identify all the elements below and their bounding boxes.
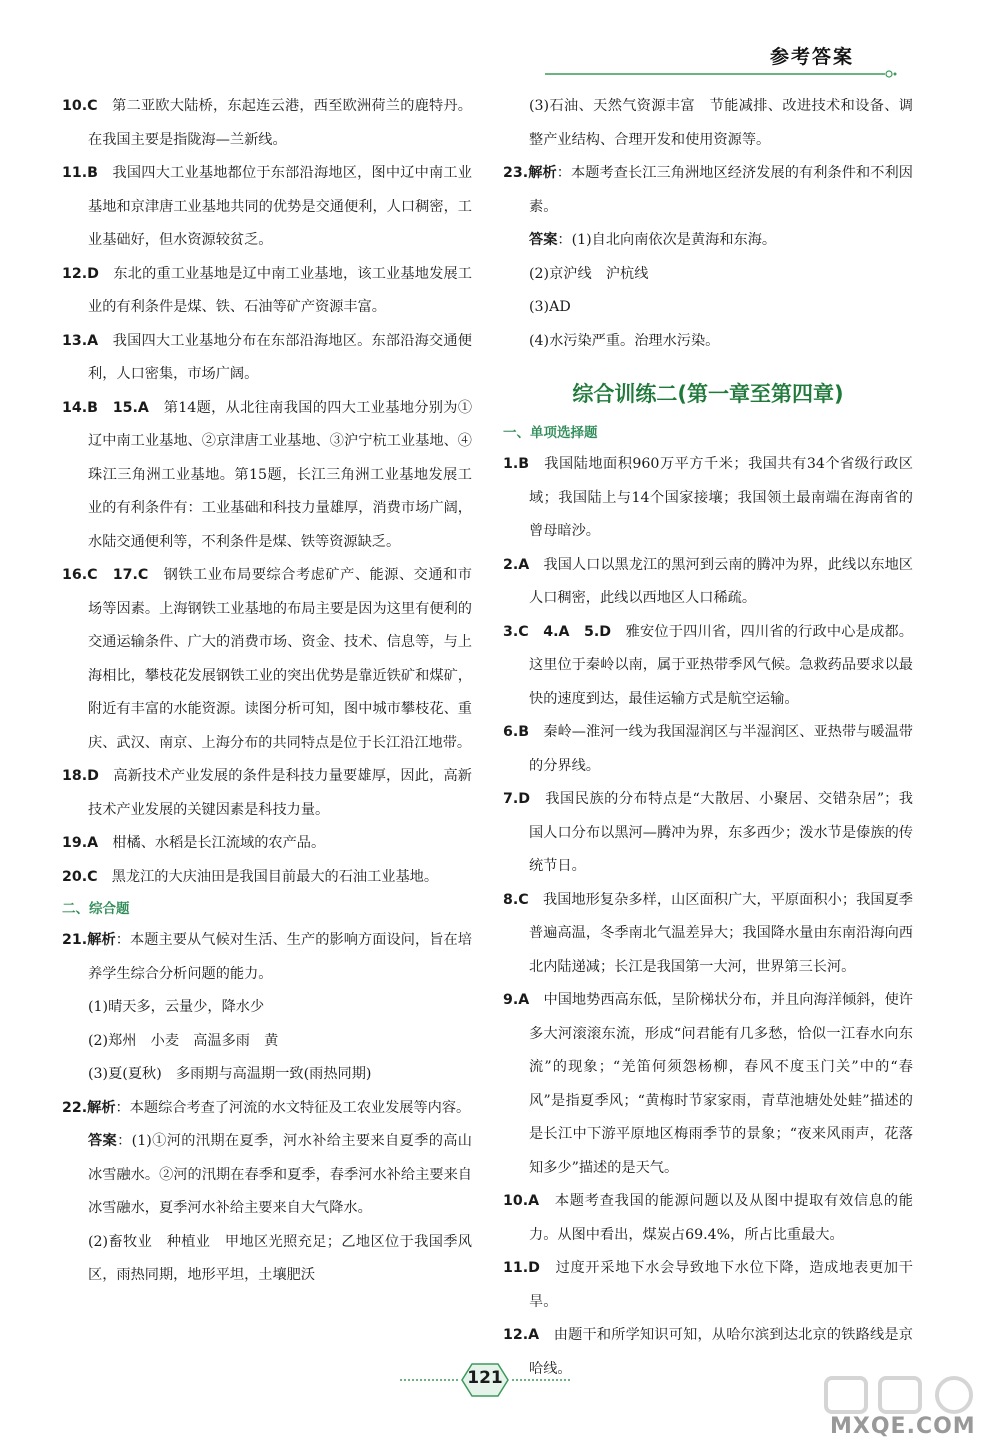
question-number: 3.C 4.A 5.D	[503, 623, 612, 640]
answer-item	[503, 1252, 913, 1319]
right-column	[503, 90, 913, 1386]
answer-item	[62, 157, 472, 258]
answer-block	[503, 224, 913, 258]
answer-text: 钢铁工业布局要综合考虑矿产、能源、交通和市场等因素。上海钢铁工业基地的布局主要是因为这里有便利的交通运输条件、广大的消费市场、资金、技术、信息等，与上海相比，攀枝花发展钢铁工业的突出优势是靠近铁矿和煤矿，附近有丰富的水能资源。读图分析可知，图中城市攀枝花、重庆、武汉、南京、上海分布的共同特点是位于长江沿江地带。	[88, 567, 472, 751]
question-number: 10.A	[503, 1193, 540, 1209]
answer-line: (2)畜牧业 种植业 甲地区光照充足；乙地区位于我国季风区，雨热同期，地形平坦，土壤肥沃	[88, 1233, 472, 1283]
page-header	[0, 0, 1000, 90]
answer-item	[503, 1185, 913, 1252]
question-number: 6.B	[503, 724, 530, 740]
answer-item	[62, 258, 472, 325]
answer-text: 柑橘、水稻是长江流域的农产品。	[98, 835, 326, 851]
section-heading-comprehensive: 二、综合题	[62, 901, 130, 917]
answer-item	[503, 783, 913, 884]
answer-item-21	[62, 924, 472, 991]
exercise-title: 综合训练二(第一章至第四章)	[572, 382, 844, 406]
answer-text: 我国四大工业基地分布在东部沿海地区。东部沿海交通便利，人口密集，市场广阔。	[88, 332, 472, 382]
question-number: 23.	[503, 165, 529, 181]
question-number: 12.D	[62, 265, 99, 282]
answer-item	[62, 559, 472, 760]
answer-item	[62, 392, 472, 560]
answer-item	[62, 90, 472, 157]
answer-line: (1)晴天多，云量少，降水少	[88, 999, 265, 1015]
answer-text: 由题干和所学知识可知，从哈尔滨到达北京的铁路线是京哈线。	[529, 1327, 913, 1377]
answer-text: 中国地势西高东低，呈阶梯状分布，并且向海洋倾斜，使许多大河滚滚东流，形成“问君能有几多愁，恰似一江春水向东流”的现象；“羌笛何须怨杨柳，春风不度玉门关”中的“春风”是指夏季风；“黄梅时节家家雨，青草池塘处处蛙”描述的是长江中下游平原地区梅雨季节的景象；“夜来风雨声，花落知多少”描述的是天气。	[529, 992, 913, 1176]
answer-item	[503, 716, 913, 783]
section-heading-single-choice: 一、单项选择题	[503, 425, 598, 441]
answer-item	[62, 861, 472, 895]
answer-text: 第14题，从北往南我国的四大工业基地分别为①辽中南工业基地、②京津唐工业基地、③沪宁杭工业基地、④珠江三角洲工业基地。第15题，长江三角洲工业基地发展工业的有利条件有：工业基础和科技力量雄厚，消费市场广阔，水陆交通便利等，不利条件是煤、铁等资源缺乏。	[88, 399, 473, 550]
answer-line: (4)水污染严重。治理水污染。	[529, 332, 720, 349]
answer-text: 我国人口以黑龙江的黑河到云南的腾冲为界，此线以东地区人口稠密，此线以西地区人口稀疏。	[529, 556, 913, 606]
question-number: 22.	[62, 1099, 88, 1116]
question-number: 21.	[62, 932, 88, 948]
question-number: 20.C	[62, 868, 98, 885]
answer-line: (2)郑州 小麦 高温多雨 黄	[88, 1032, 279, 1049]
answer-text: 秦岭—淮河一线为我国湿润区与半湿润区、亚热带与暖温带的分界线。	[529, 724, 913, 774]
answer-text: 本题考查我国的能源问题以及从图中提取有效信息的能力。从图中看出，煤炭占69.4%，所占比重最大。	[529, 1193, 913, 1243]
analysis-label: 解析	[528, 165, 557, 181]
question-number: 14.B 15.A	[62, 399, 149, 416]
question-number: 10.C	[62, 98, 98, 114]
answer-item	[62, 325, 472, 392]
answer-text: 我国四大工业基地都位于东部沿海地区，图中辽中南工业基地和京津唐工业基地共同的优势是交通便利，人口稠密，工业基础好，但水资源较贫乏。	[88, 165, 472, 248]
answer-block	[62, 1125, 472, 1226]
analysis-label: 解析	[87, 1099, 116, 1116]
answer-label: 答案	[88, 1133, 118, 1149]
answer-item	[503, 984, 913, 1185]
answer-text: 高新技术产业发展的条件是科技力量要雄厚，因此，高新技术产业发展的关键因素是科技力量。	[88, 768, 472, 818]
watermark-text: MXQE.COM	[830, 1414, 976, 1439]
question-number: 1.B	[503, 456, 530, 472]
answer-line: (2)京沪线 沪杭线	[529, 265, 649, 282]
header-decorative-line	[545, 70, 897, 78]
answer-label: 答案	[529, 232, 558, 248]
answer-item-23	[503, 157, 913, 224]
answer-line: (3)石油、天然气资源丰富 节能减排、改进技术和设备、调整产业结构、合理开发和使用资源等。	[529, 98, 913, 148]
question-number: 16.C 17.C	[62, 567, 149, 583]
answer-text: 过度开采地下水会导致地下水位下降，造成地表更加干旱。	[529, 1260, 913, 1310]
header-title: 参考答案	[770, 46, 855, 68]
answer-item	[62, 827, 472, 861]
answer-item	[503, 448, 913, 549]
answer-item	[62, 760, 472, 827]
question-number: 7.D	[503, 791, 531, 807]
answer-text: 我国民族的分布特点是“大散居、小聚居、交错杂居”；我国人口分布以黑河—腾冲为界，东多西少；泼水节是傣族的传统节日。	[529, 791, 913, 874]
answer-text: 我国地形复杂多样，山区面积广大，平原面积小；我国夏季普遍高温，冬季南北气温差异大；我国降水量由东南沿海向西北内陆递减；长江是我国第一大河，世界第三长河。	[528, 891, 913, 975]
answer-item-22	[62, 1092, 472, 1126]
analysis-text: ：本题考查长江三角洲地区经济发展的有利条件和不利因素。	[529, 165, 913, 215]
answer-text: 雅安位于四川省，四川省的行政中心是成都。这里位于秦岭以南，属于亚热带季风气候。急救药品要求以最快的速度到达，最佳运输方式是航空运输。	[529, 623, 913, 707]
question-number: 13.A	[62, 332, 99, 349]
answer-text: ：(1)①河的汛期在夏季，河水补给主要来自夏季的高山冰雪融水。②河的汛期在春季和夏季，春季河水补给主要来自冰雪融水，夏季河水补给主要来自大气降水。	[88, 1133, 472, 1216]
page-number: 121	[467, 1368, 503, 1388]
analysis-text: ：本题综合考查了河流的水文特征及工农业发展等内容。	[115, 1099, 471, 1116]
analysis-label: 解析	[87, 932, 116, 948]
answer-item	[503, 616, 913, 717]
question-number: 8.C	[503, 891, 529, 908]
answer-item	[503, 549, 913, 616]
question-number: 11.B	[62, 165, 98, 181]
answer-text: 东北的重工业基地是辽中南工业基地，该工业基地发展工业的有利条件是煤、铁、石油等矿产资源丰富。	[88, 265, 472, 315]
question-number: 19.A	[62, 835, 99, 851]
question-number: 2.A	[503, 556, 530, 573]
question-number: 11.D	[503, 1260, 540, 1276]
answer-text: ：(1)自北向南依次是黄海和东海。	[557, 232, 777, 248]
analysis-text: ：本题主要从气候对生活、生产的影响方面设问，旨在培养学生综合分析问题的能力。	[88, 932, 472, 982]
answer-line: (3)夏(夏秋) 多雨期与高温期一致(雨热同期)	[88, 1066, 372, 1082]
left-column	[62, 90, 472, 1293]
question-number: 18.D	[62, 768, 99, 784]
answer-line: (3)AD	[529, 299, 571, 315]
answer-item	[503, 884, 913, 985]
question-number: 9.A	[503, 992, 530, 1008]
answer-text: 第二亚欧大陆桥，东起连云港，西至欧洲荷兰的鹿特丹。在我国主要是指陇海—兰新线。	[88, 98, 472, 148]
question-number: 12.A	[503, 1327, 540, 1343]
answer-text: 我国陆地面积960万平方千米；我国共有34个省级行政区域；我国陆上与14个国家接壤；我国领土最南端在海南省的曾母暗沙。	[529, 456, 913, 539]
answer-text: 黑龙江的大庆油田是我国目前最大的石油工业基地。	[97, 868, 439, 885]
